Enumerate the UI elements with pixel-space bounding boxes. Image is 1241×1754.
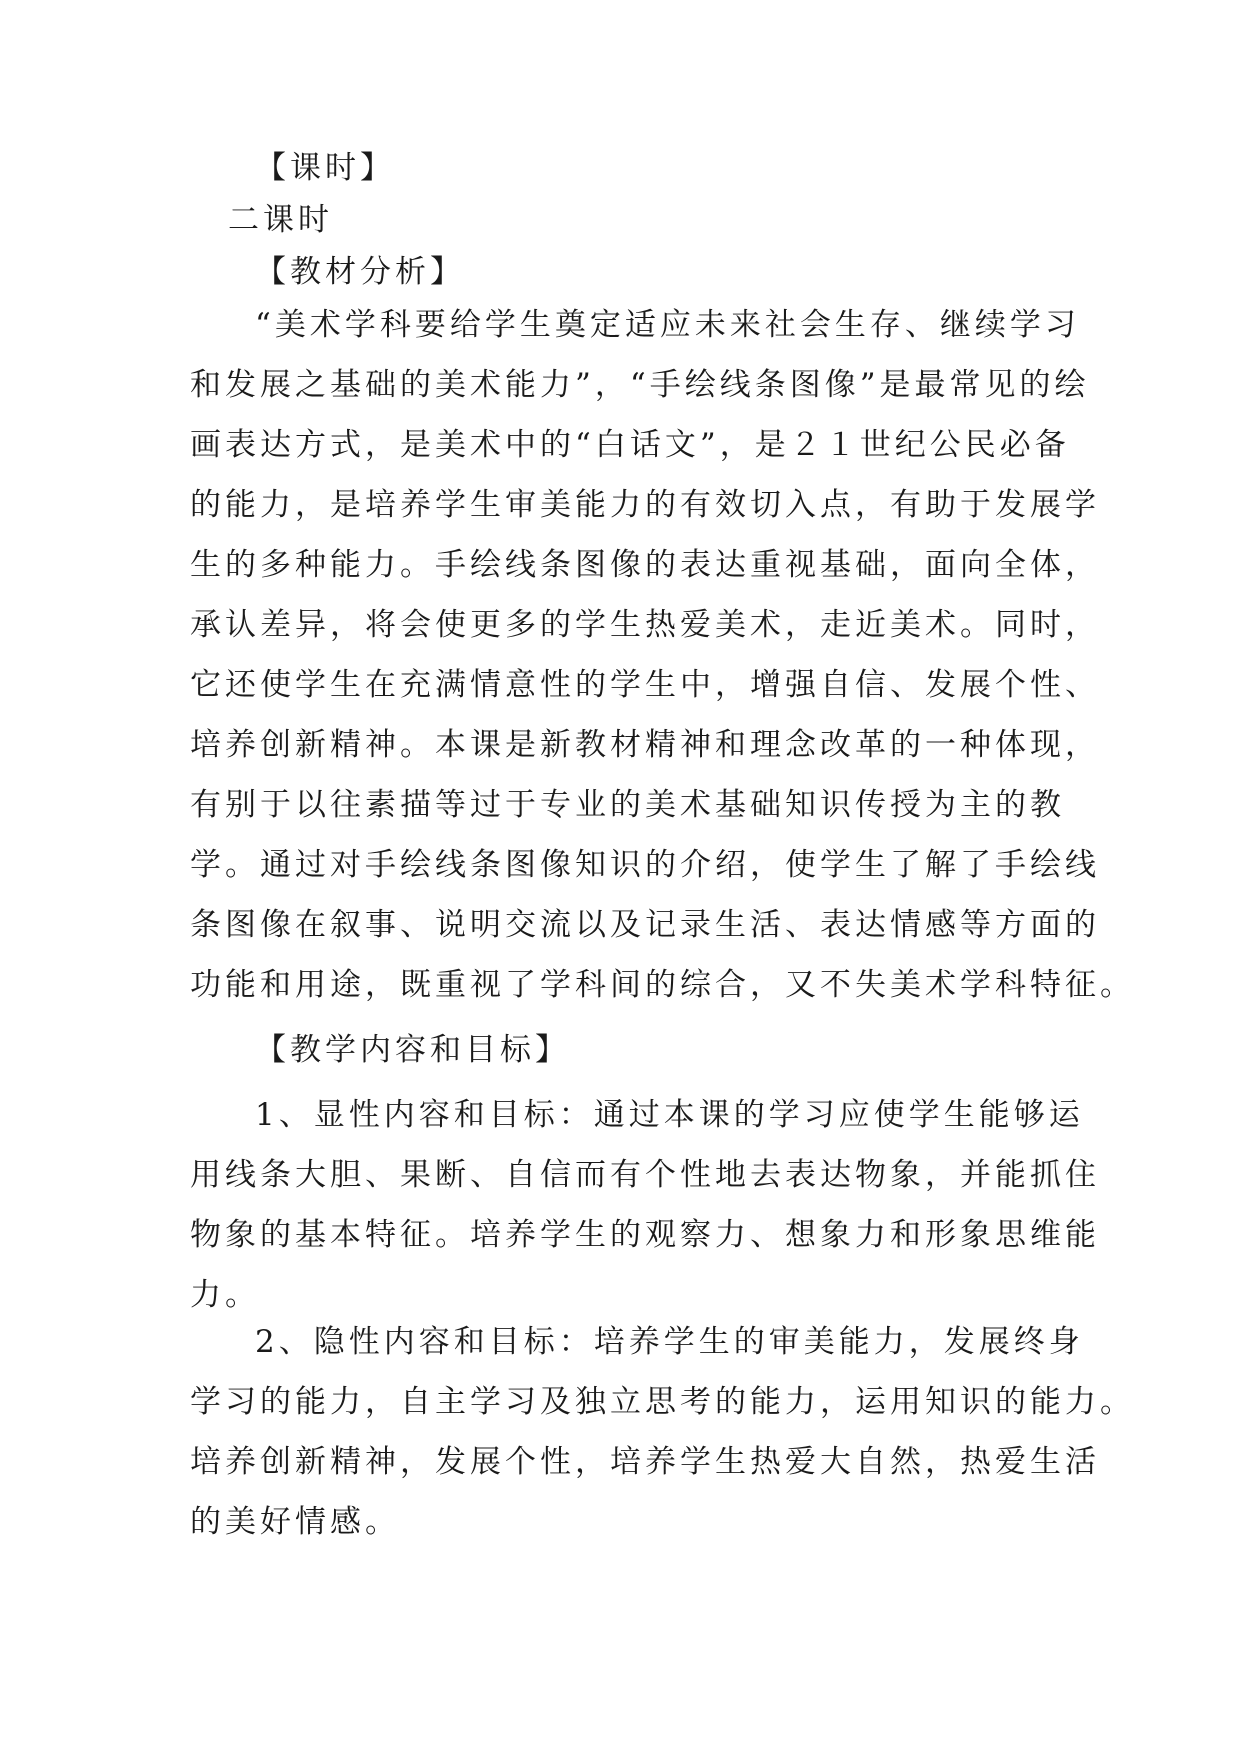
paragraph-line: 培养创新精神。本课是新教材精神和理念改革的一种体现， [190, 727, 1100, 763]
paragraph-line: 功能和用途，既重视了学科间的综合，又不失美术学科特征。 [190, 967, 1135, 1003]
paragraph-line: 和发展之基础的美术能力”，“手绘线条图像”是最常见的绘 [190, 367, 1090, 403]
paragraph-line: 条图像在叙事、说明交流以及记录生活、表达情感等方面的 [190, 907, 1100, 943]
class-hours-value: 二课时 [228, 202, 333, 238]
paragraph-line: 学习的能力，自主学习及独立思考的能力，运用知识的能力。 [190, 1384, 1135, 1420]
heading-teaching-content-goals: 【教学内容和目标】 [255, 1032, 570, 1068]
paragraph-line: 的美好情感。 [190, 1504, 400, 1540]
paragraph-line: 物象的基本特征。培养学生的观察力、想象力和形象思维能 [190, 1217, 1100, 1253]
paragraph-line: 生的多种能力。手绘线条图像的表达重视基础，面向全体， [190, 547, 1100, 583]
paragraph-line: “美术学科要给学生奠定适应未来社会生存、继续学习 [255, 307, 1080, 343]
paragraph-line: 1、显性内容和目标：通过本课的学习应使学生能够运 [255, 1097, 1084, 1133]
paragraph-line: 它还使学生在充满情意性的学生中，增强自信、发展个性、 [190, 667, 1100, 703]
paragraph-line: 学。通过对手绘线条图像知识的介绍，使学生了解了手绘线 [190, 847, 1100, 883]
paragraph-line: 用线条大胆、果断、自信而有个性地去表达物象，并能抓住 [190, 1157, 1100, 1193]
goal-implicit-paragraph [190, 1312, 1135, 1552]
paragraph-line: 画表达方式，是美术中的“白话文”，是２１世纪公民必备 [190, 427, 1070, 463]
textbook-analysis-paragraph [190, 295, 1135, 1015]
paragraph-line: 有别于以往素描等过于专业的美术基础知识传授为主的教 [190, 787, 1065, 823]
goal-explicit-paragraph [190, 1085, 1100, 1325]
paragraph-line: 承认差异，将会使更多的学生热爱美术，走近美术。同时， [190, 607, 1100, 643]
paragraph-line: 2、隐性内容和目标：培养学生的审美能力，发展终身 [255, 1324, 1084, 1360]
paragraph-line: 力。 [190, 1277, 260, 1313]
heading-textbook-analysis: 【教材分析】 [255, 254, 465, 290]
paragraph-line: 培养创新精神，发展个性，培养学生热爱大自然，热爱生活 [190, 1444, 1100, 1480]
paragraph-line: 的能力，是培养学生审美能力的有效切入点，有助于发展学 [190, 487, 1100, 523]
heading-class-hours: 【课时】 [255, 150, 395, 186]
